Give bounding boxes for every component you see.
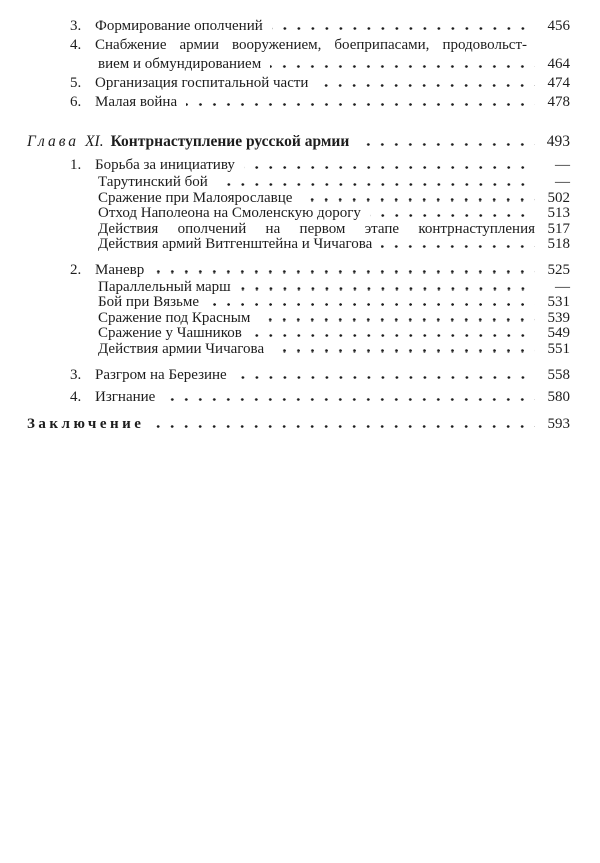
leader-dots (164, 398, 535, 401)
entry-number: 4. (70, 389, 82, 405)
entry-label: Действия армий Витгенштейна и Чичагова (98, 236, 373, 252)
page-number: 502 (547, 189, 570, 206)
page-number: 593 (547, 416, 570, 432)
toc-subentry (27, 237, 570, 253)
leader-dots (186, 103, 535, 106)
leader-dots (240, 287, 535, 290)
leader-dots (217, 183, 535, 186)
toc-entry-continuation (27, 55, 570, 74)
entry-number: 6. (70, 94, 82, 110)
entry-label: Тарутинский бой (98, 174, 208, 190)
page-number: 525 (547, 261, 570, 278)
toc-subentry (27, 206, 570, 222)
toc-subentry (27, 280, 570, 296)
entry-label: Изгнание (95, 389, 156, 405)
entry-number: 2. (70, 261, 82, 278)
chapter-word: Глава (27, 133, 80, 150)
entry-label: Разгром на Березине (95, 367, 227, 383)
page-number: 513 (547, 205, 570, 221)
entry-label: Отход Наполеона на Смоленскую дорогу (98, 205, 361, 221)
toc-entry (27, 93, 570, 112)
leader-dots (251, 334, 535, 337)
page-number: 549 (547, 325, 570, 341)
leader-dots (270, 65, 535, 68)
page-number: — (555, 278, 570, 295)
leader-dots (244, 166, 535, 169)
page-number: — (555, 157, 570, 173)
leader-dots (273, 349, 535, 352)
entry-number: 3. (70, 18, 82, 34)
page-number: 558 (547, 367, 570, 383)
toc-section (27, 388, 570, 407)
entry-label: Организация госпитальной части (95, 75, 309, 91)
entry-label: Формирование ополчений (95, 18, 263, 34)
page-number: 518 (547, 236, 570, 252)
leader-dots (370, 214, 535, 217)
chapter-heading (27, 132, 570, 152)
page-number: 456 (547, 18, 570, 34)
toc-section (27, 156, 570, 175)
chapter-numeral: XI. (85, 133, 104, 150)
toc-subentry (27, 175, 570, 191)
conclusion-label: Заключение (27, 416, 145, 432)
leader-dots (358, 143, 535, 146)
toc-section (27, 261, 570, 280)
leader-dots (381, 245, 535, 248)
entry-label: Сражение при Малоярославце (98, 189, 293, 206)
page-number: 478 (547, 94, 570, 110)
page-number: 551 (547, 340, 570, 357)
leader-dots (208, 303, 535, 306)
page-number: 464 (547, 56, 570, 72)
toc-entry (27, 74, 570, 93)
leader-dots (317, 84, 535, 87)
chapter-title: Контрнаступление русской армии (110, 133, 350, 150)
entry-label: Действия армии Чичагова (98, 340, 265, 357)
page-number: 493 (546, 133, 570, 150)
toc-subentry (27, 311, 570, 327)
entry-label-line2: вием и обмундированием (98, 56, 262, 72)
toc-subentry (27, 191, 570, 207)
leader-dots (153, 270, 535, 273)
toc-subentry (27, 326, 570, 342)
entry-label: Сражение под Красным (98, 309, 251, 326)
conclusion-entry (27, 414, 570, 434)
entry-label: Действия ополчений на первом этапе контрнаступления (98, 220, 535, 237)
toc-section (27, 366, 570, 385)
page-number: — (555, 174, 570, 190)
leader-dots (301, 198, 535, 201)
leader-dots (259, 318, 535, 321)
toc-subentry (27, 222, 570, 238)
entry-number: 4. (70, 37, 82, 53)
toc-entry (27, 36, 570, 55)
entry-label-line1: Снабжение армии вооружением, боеприпасами, продовольст- (95, 37, 527, 53)
leader-dots (153, 425, 535, 428)
entry-number: 5. (70, 75, 82, 91)
page-number: 531 (547, 294, 570, 310)
page-number: 539 (547, 309, 570, 326)
entry-label: Параллельный марш (98, 278, 231, 295)
table-of-contents (27, 17, 570, 434)
toc-entry (27, 17, 570, 36)
page-number: 474 (547, 75, 570, 91)
entry-label: Малая война (95, 94, 178, 110)
entry-number: 1. (70, 157, 82, 173)
toc-subentry (27, 342, 570, 358)
entry-number: 3. (70, 367, 82, 383)
leader-dots (272, 27, 535, 30)
page-number: 517 (547, 220, 570, 237)
entry-label: Маневр (95, 261, 145, 278)
toc-subentry (27, 295, 570, 311)
entry-label: Борьба за инициативу (95, 157, 235, 173)
entry-label: Сражение у Чашников (98, 325, 242, 341)
leader-dots (236, 376, 535, 379)
page-number: 580 (547, 389, 570, 405)
entry-label: Бой при Вязьме (98, 294, 200, 310)
